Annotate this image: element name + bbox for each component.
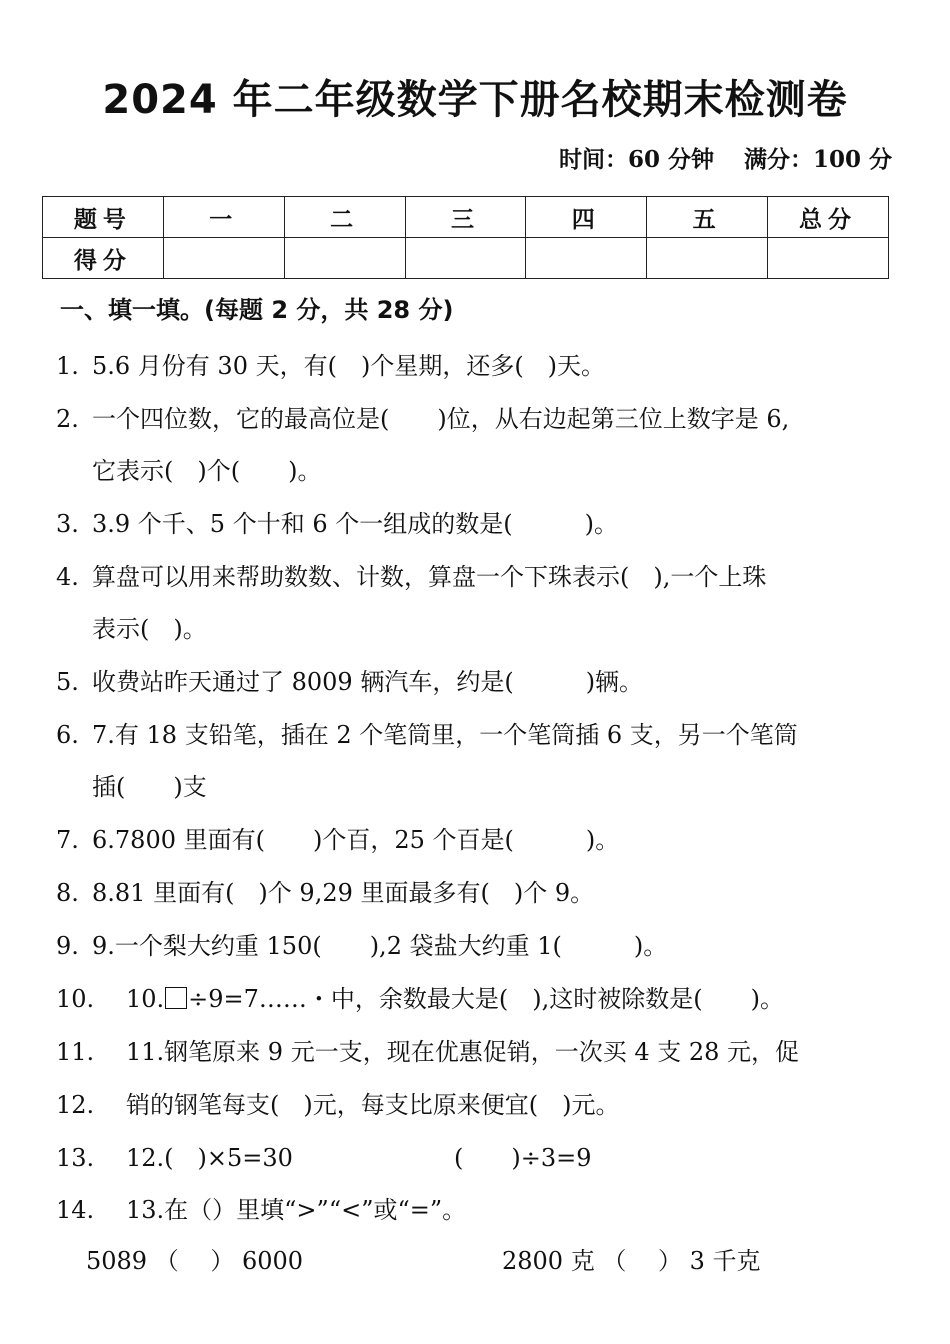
question-text: 6.7800 里面有( )个百，25 个百是( )。 bbox=[92, 826, 620, 854]
score-cell[interactable] bbox=[526, 238, 647, 279]
question-number: 2. bbox=[56, 405, 79, 433]
question-text: 一个四位数，它的最高位是( )位，从右边起第三位上数字是 6, bbox=[92, 405, 790, 433]
question-4-continued: 表示( )。 bbox=[92, 615, 207, 643]
question-7 bbox=[56, 823, 619, 857]
question-text: 销的钢笔每支( )元，每支比原来便宜( )元。 bbox=[126, 1091, 620, 1119]
exam-meta bbox=[559, 141, 892, 174]
question-text: 7.有 18 支铅笔，插在 2 个笔筒里，一个笔筒插 6 支，另一个笔筒 bbox=[92, 721, 798, 749]
compare-item-left: 5089 （ ） 6000 bbox=[86, 1247, 304, 1275]
question-number: 7. bbox=[56, 826, 79, 854]
question-part-b: ( )÷3=9 bbox=[454, 1144, 592, 1172]
question-2-continued: 它表示( )个( )。 bbox=[92, 457, 322, 485]
question-number: 4. bbox=[56, 563, 79, 591]
question-number: 6. bbox=[56, 721, 79, 749]
question-6 bbox=[56, 718, 798, 752]
question-2 bbox=[56, 402, 789, 436]
question-3 bbox=[56, 507, 618, 541]
question-14 bbox=[56, 1193, 466, 1227]
score-table bbox=[42, 196, 889, 279]
question-text: 13.在（）里填“>”“<”或“=”。 bbox=[126, 1196, 467, 1224]
question-number: 8. bbox=[56, 879, 79, 907]
question-10 bbox=[56, 982, 784, 1016]
question-6-continued: 插( )支 bbox=[92, 773, 207, 801]
score-header-cell: 题号 bbox=[43, 197, 164, 238]
question-number: 10. bbox=[56, 985, 95, 1013]
question-text: 8.81 里面有( )个 9,29 里面最多有( )个 9。 bbox=[92, 879, 595, 907]
score-header-cell: 总分 bbox=[768, 197, 889, 238]
compare-item-right: 2800 克 （ ） 3 千克 bbox=[502, 1247, 761, 1275]
question-4 bbox=[56, 560, 766, 594]
score-cell[interactable] bbox=[405, 238, 526, 279]
question-text: 3.9 个千、5 个十和 6 个一组成的数是( )。 bbox=[92, 510, 618, 538]
question-1 bbox=[56, 349, 605, 383]
question-number: 9. bbox=[56, 932, 79, 960]
question-5 bbox=[56, 665, 643, 699]
question-number: 3. bbox=[56, 510, 79, 538]
score-header-cell: 二 bbox=[284, 197, 405, 238]
exam-time: 时间：60 分钟 bbox=[558, 146, 714, 173]
question-12 bbox=[56, 1088, 619, 1122]
question-number: 11. bbox=[56, 1038, 95, 1066]
score-cell[interactable] bbox=[163, 238, 284, 279]
question-13 bbox=[56, 1141, 591, 1175]
score-header-cell: 三 bbox=[405, 197, 526, 238]
score-table-score-row bbox=[43, 238, 889, 279]
score-cell[interactable] bbox=[647, 238, 768, 279]
score-row-label: 得分 bbox=[43, 238, 164, 279]
question-part-a: 12.( )×5=30 bbox=[126, 1144, 293, 1172]
question-number: 14. bbox=[56, 1196, 95, 1224]
page-title: 2024 年二年级数学下册名校期末检测卷 bbox=[102, 77, 848, 123]
question-number: 5. bbox=[56, 668, 79, 696]
score-cell[interactable] bbox=[284, 238, 405, 279]
section-heading: 一、填一填。(每题 2 分，共 28 分) bbox=[60, 296, 454, 324]
question-11 bbox=[56, 1035, 799, 1069]
question-text: 5.6 月份有 30 天，有( )个星期，还多( )天。 bbox=[92, 352, 606, 380]
question-9 bbox=[56, 929, 667, 963]
score-table-header-row bbox=[43, 197, 889, 238]
question-text: ÷9=7……・中，余数最大是( ),这时被除数是( )。 bbox=[188, 985, 785, 1013]
score-header-cell: 一 bbox=[163, 197, 284, 238]
blank-square-icon bbox=[165, 987, 187, 1009]
question-number: 13. bbox=[56, 1144, 95, 1172]
question-text: 9.一个梨大约重 150( ),2 袋盐大约重 1( )。 bbox=[92, 932, 668, 960]
exam-full-score: 满分：100 分 bbox=[743, 146, 892, 173]
score-cell[interactable] bbox=[768, 238, 889, 279]
score-header-cell: 五 bbox=[647, 197, 768, 238]
question-number: 12. bbox=[56, 1091, 95, 1119]
question-8 bbox=[56, 876, 594, 910]
question-text: 算盘可以用来帮助数数、计数，算盘一个下珠表示( ),一个上珠 bbox=[92, 563, 767, 591]
question-text-prefix: 10. bbox=[126, 985, 165, 1013]
question-text: 收费站昨天通过了 8009 辆汽车，约是( )辆。 bbox=[92, 668, 644, 696]
question-number: 1. bbox=[56, 352, 79, 380]
question-text: 11.钢笔原来 9 元一支，现在优惠促销，一次买 4 支 28 元，促 bbox=[126, 1038, 800, 1066]
score-header-cell: 四 bbox=[526, 197, 647, 238]
